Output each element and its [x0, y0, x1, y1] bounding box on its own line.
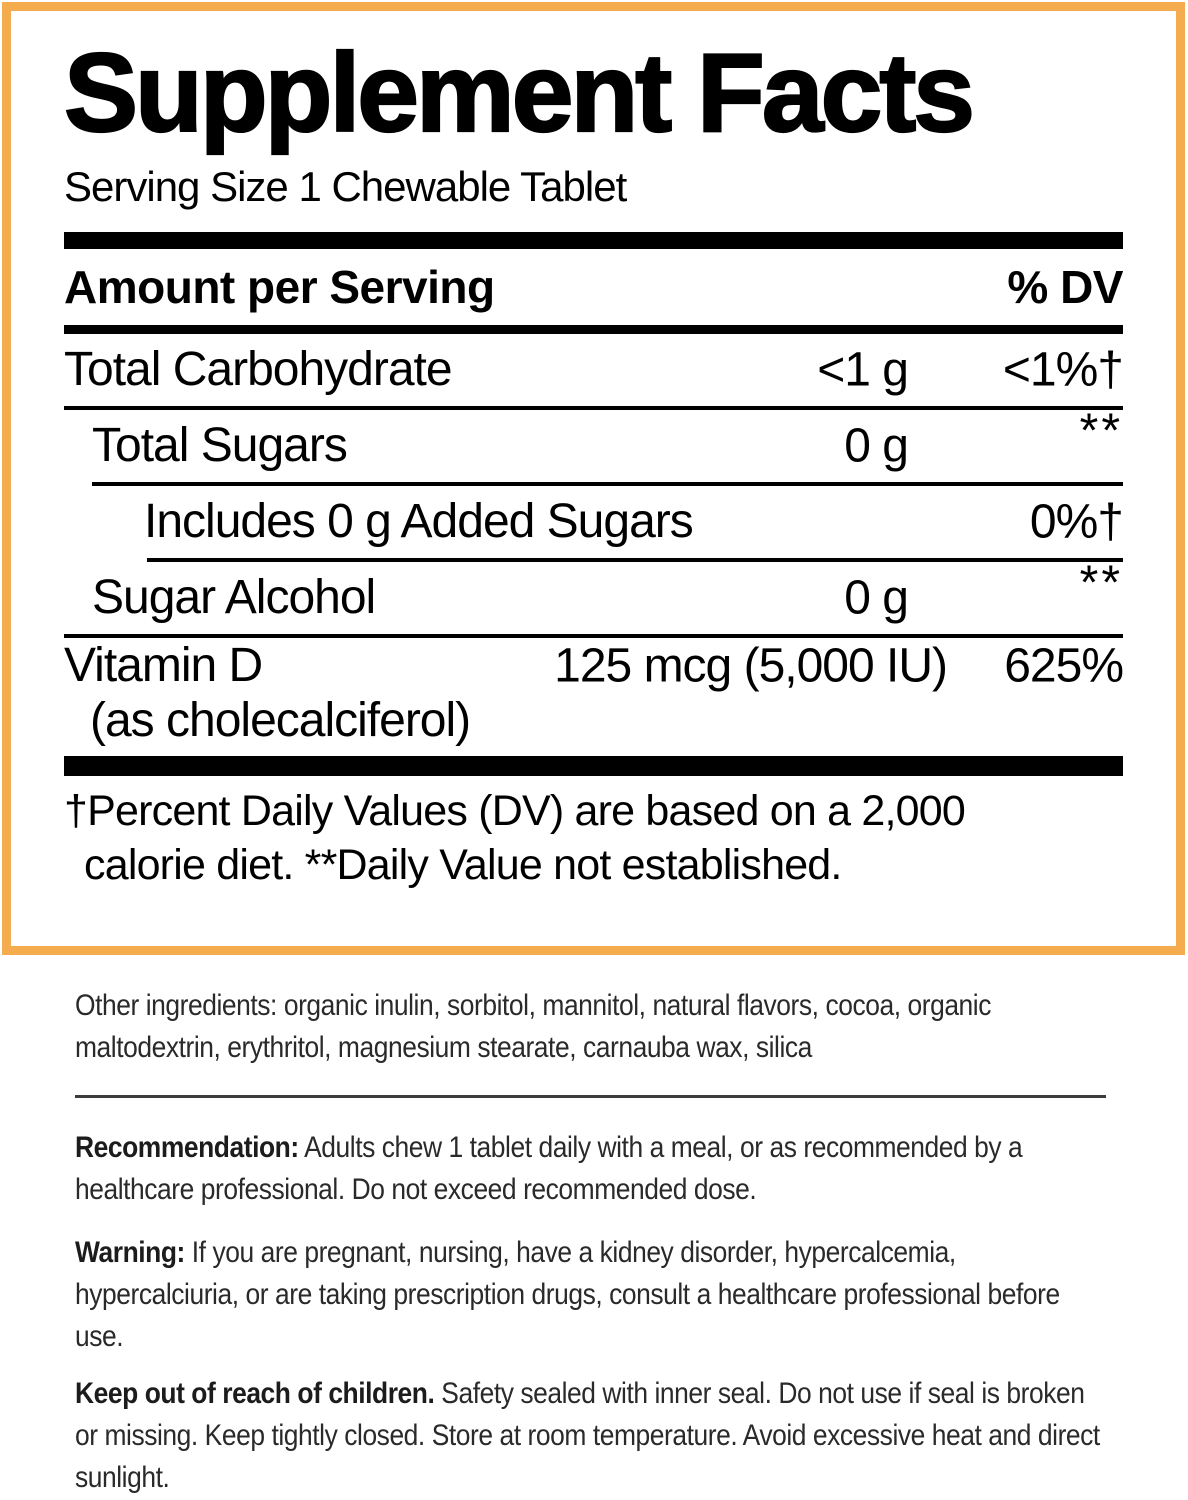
panel-content	[11, 31, 1176, 892]
nutrient-name	[64, 638, 470, 748]
nutrient-amount: 125 mcg (5,000 IU)	[554, 639, 947, 693]
supplement-facts-panel	[2, 2, 1185, 955]
recommendation-paragraph	[75, 1127, 1043, 1211]
table-header-row	[64, 249, 1123, 325]
table-row-total-sugars	[64, 404, 1123, 482]
other-ingredients: Other ingredients: organic inulin, sorbitol, mannitol, natural flavors, cocoa, organic maltodextrin, erythritol, magnesium stearate, carnauba wax, silica	[75, 989, 991, 1064]
nutrient-name: Sugar Alcohol	[92, 571, 376, 625]
nutrient-name: Total Carbohydrate	[64, 343, 452, 397]
children-safety-text: Safety sealed with inner seal. Do not use if seal is broken or missing. Keep tightly closed. Store at room temperature. Avoid excessive heat and direct sunlight.	[75, 1377, 1100, 1494]
nutrient-dv: **	[1079, 556, 1123, 610]
nutrient-amount: <1 g	[817, 343, 908, 397]
children-safety-label: Keep out of reach of children.	[75, 1377, 435, 1410]
table-row-sugar-alcohol	[64, 556, 1123, 634]
recommendation-label: Recommendation:	[75, 1131, 299, 1164]
section-divider	[75, 1095, 1106, 1098]
nutrient-name-line1: Vitamin D	[64, 638, 263, 692]
header-underline	[64, 325, 1123, 334]
divider-thick-top	[64, 232, 1123, 249]
table-row-added-sugars	[64, 486, 1123, 558]
children-safety-paragraph	[75, 1373, 1113, 1499]
header-dv-label: % DV	[1007, 260, 1123, 313]
nutrient-name: Total Sugars	[92, 419, 347, 473]
nutrient-dv: 625%	[1004, 639, 1123, 693]
header-amount-label: Amount per Serving	[64, 260, 495, 313]
table-row-total-carbohydrate	[64, 334, 1123, 406]
nutrient-dv: <1%†	[1002, 343, 1123, 397]
nutrient-dv: 0%†	[1029, 495, 1123, 549]
dv-footnote: †Percent Daily Values (DV) are based on a 2,000 calorie diet. **Daily Value not established.	[64, 786, 965, 889]
nutrient-amount: 0 g	[844, 571, 908, 625]
warning-paragraph	[75, 1232, 1074, 1358]
warning-label: Warning:	[75, 1236, 185, 1269]
serving-size: Serving Size 1 Chewable Tablet	[64, 162, 627, 210]
nutrient-amount: 0 g	[844, 419, 908, 473]
nutrient-dv: **	[1079, 404, 1123, 458]
nutrient-name: Includes 0 g Added Sugars	[144, 495, 693, 549]
nutrient-name-line2: (as cholecalciferol)	[90, 693, 471, 747]
table-row-vitamin-d	[64, 638, 1123, 756]
divider-thick-bottom	[64, 756, 1123, 776]
label-lower-sections	[75, 985, 1188, 1499]
recommendation-text: Adults chew 1 tablet daily with a meal, or as recommended by a healthcare professional. Do not exceed recommended dose.	[75, 1131, 1023, 1206]
panel-title: Supplement Facts	[64, 31, 973, 155]
warning-text: If you are pregnant, nursing, have a kidney disorder, hypercalcemia, hypercalciuria, or are taking prescription drugs, consult a healthcare professional before use.	[75, 1236, 1060, 1353]
